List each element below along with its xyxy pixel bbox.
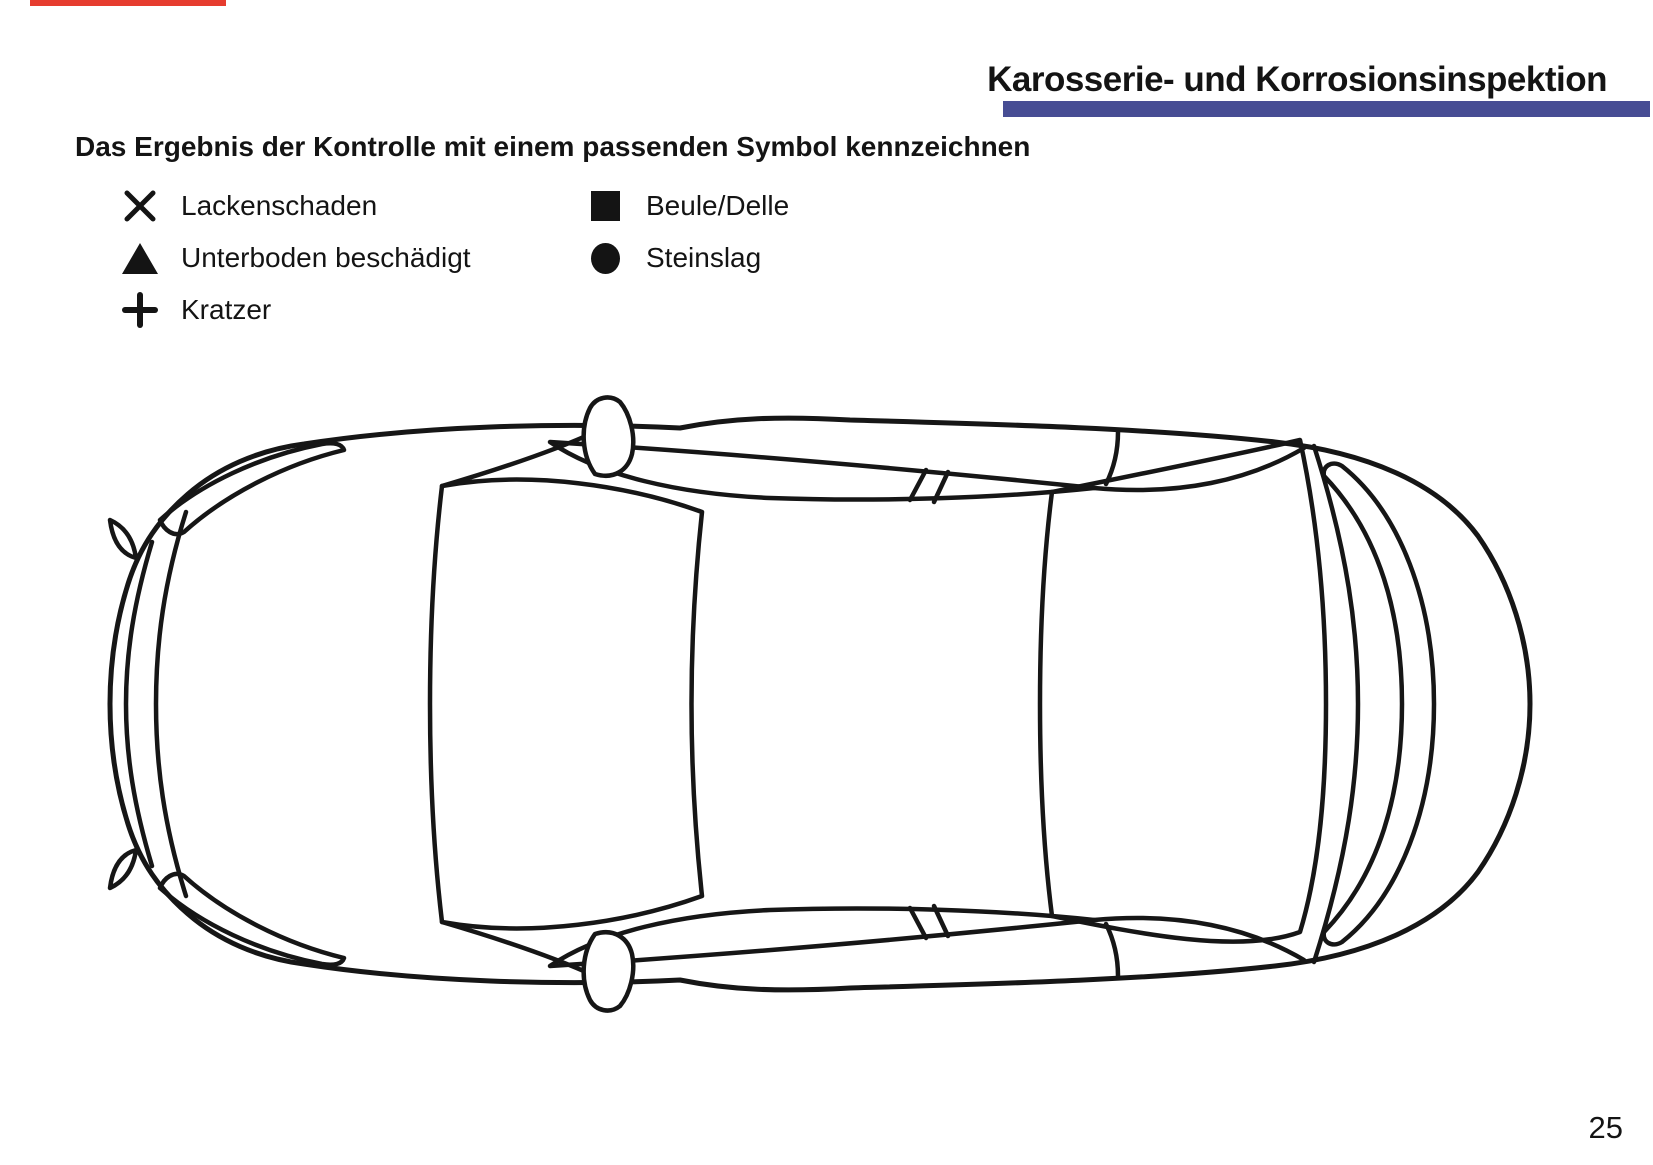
front-corner-lens-bottom — [110, 850, 136, 888]
trunk-shutline — [1314, 446, 1358, 962]
rear-window — [1040, 440, 1326, 942]
legend-label: Beule/Delle — [646, 190, 790, 221]
quarter-beltline-top — [1094, 448, 1304, 490]
x-icon — [118, 186, 162, 226]
legend-label: Kratzer — [181, 294, 272, 325]
instruction-text: Das Ergebnis der Kontrolle mit einem passenden Symbol kennzeichnen — [75, 131, 1031, 162]
legend-item-kratzer — [118, 290, 271, 330]
plus-icon — [118, 290, 162, 330]
front-corner-lens-top — [110, 520, 136, 558]
legend-item-steinslag — [583, 238, 761, 278]
legend-label: Unterboden beschädigt — [181, 242, 471, 273]
legend-label: Steinslag — [646, 242, 762, 273]
legend-item-unterboden — [118, 238, 471, 278]
legend-label: Lackenschaden — [181, 190, 378, 221]
door-shutline-top — [1106, 432, 1118, 484]
page-number: 25 — [1588, 1110, 1623, 1145]
car-top-view-diagram — [90, 392, 1550, 1024]
square-icon — [583, 186, 627, 226]
side-mirror-top — [584, 397, 634, 475]
windshield — [430, 480, 702, 929]
car-body-outline — [110, 418, 1530, 990]
legend-item-lackenschaden — [118, 186, 377, 226]
page-title: Karosserie- und Korrosionsinspektion — [987, 60, 1607, 99]
triangle-icon — [118, 238, 162, 278]
circle-icon — [583, 238, 627, 278]
legend-item-beule-delle — [583, 186, 789, 226]
door-shutline-bottom — [1106, 924, 1118, 976]
top-accent-line — [30, 0, 226, 6]
side-mirror-bottom — [584, 932, 634, 1010]
hood-front-edge — [156, 512, 186, 896]
front-bumper-line — [126, 542, 152, 866]
header-accent-bar — [1003, 101, 1650, 117]
